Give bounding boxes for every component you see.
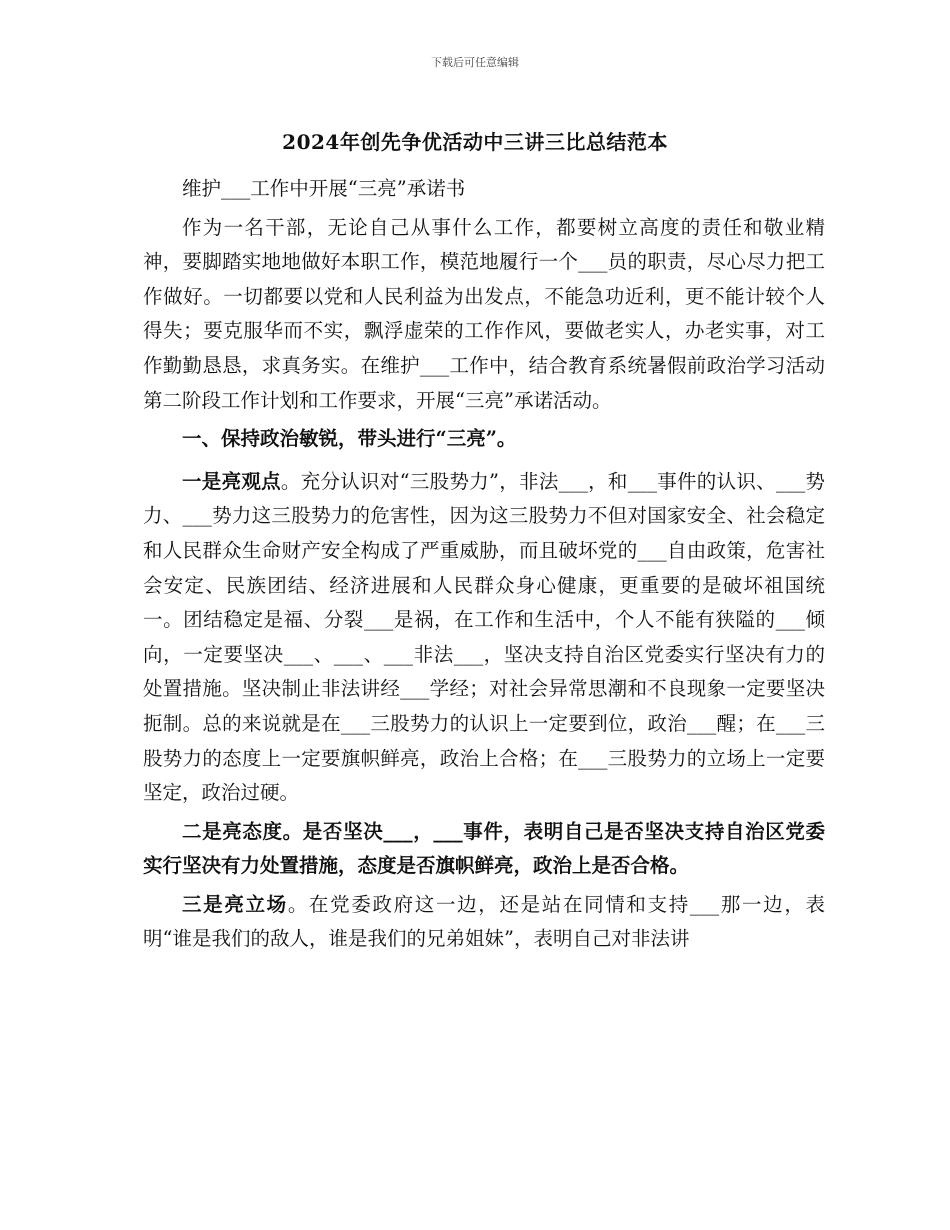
document-body bbox=[143, 172, 825, 961]
section-heading-1: 一、保持政治敏锐，带头进行“三亮”。 bbox=[182, 427, 517, 451]
paragraph-viewpoint-lead: 一是亮观点 bbox=[182, 469, 281, 493]
paragraph-intro: 作为一名干部，无论自己从事什么工作，都要树立高度的责任和敬业精神，要脚踏实地地做好本职工作，模范地履行一个___员的职责，尽心尽力把工作做好。一切都要以党和人民利益为出发点，不能急功近利，更不能计较个人得失；要克服华而不实，飘浮虚荣的工作作风，要做老实人，办老实事，对工作勤勤恳恳，求真务实。在维护___工作中，结合教育系统暑假前政治学习活动第二阶段工作计划和工作要求，开展“三亮”承诺活动。 bbox=[143, 215, 825, 412]
paragraph-viewpoint bbox=[143, 465, 825, 811]
document-title: 2024年创先争优活动中三讲三比总结范本 bbox=[282, 130, 668, 154]
paragraph-attitude: 二是亮态度。是否坚决___，___事件，表明自己是否坚决支持自治区党委实行坚决有力处置措施，态度是否旗帜鲜亮，政治上是否合格。 bbox=[143, 819, 825, 878]
paragraph-stance-body: 。在党委政府这一边，还是站在同情和支持___那一边，表明“谁是我们的敌人，谁是我们的兄弟姐妹”，表明自己对非法讲 bbox=[143, 892, 825, 951]
paragraph-subtitle: 维护___工作中开展“三亮”承诺书 bbox=[182, 177, 466, 200]
page-header-note: 下载后可任意编辑 bbox=[431, 56, 519, 69]
paragraph-stance-lead: 三是亮立场 bbox=[182, 892, 288, 916]
paragraph-stance bbox=[143, 888, 825, 957]
paragraph-viewpoint-body: 。充分认识对“三股势力”，非法___，和___事件的认识、___势力、___势力这三股势力的危害性，因为这三股势力不但对国家安全、社会稳定和人民群众生命财产安全构成了严重威胁，而且破坏党的___自由政策，危害社会安定、民族团结、经济进展和人民群众身心健康，更重要的是破坏祖国统一。团结稳定是福、分裂___是祸，在工作和生活中，个人不能有狭隘的___倾向，一定要坚决___、___、___非法___，坚决支持自治区党委实行坚决有力的处置措施。坚决制止非法讲经___学经；对社会异常思潮和不良现象一定要坚决扼制。总的来说就是在___三股势力的认识上一定要到位，政治___醒；在___三股势力的态度上一定要旗帜鲜亮，政治上合格；在___三股势力的立场上一定要坚定，政治过硬。 bbox=[143, 469, 825, 805]
